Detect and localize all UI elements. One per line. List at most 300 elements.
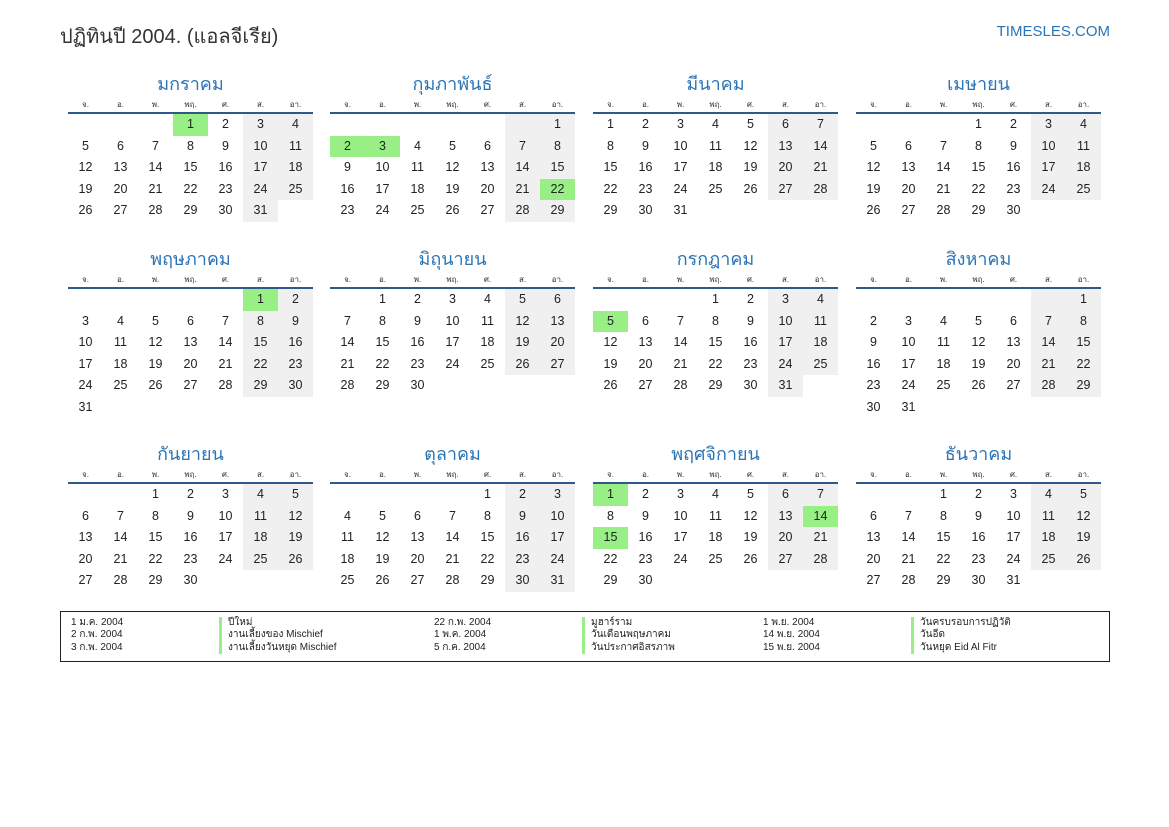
day-cell: 14: [148, 160, 163, 175]
month-name: ธันวาคม: [944, 444, 1013, 464]
day-cell: 22: [375, 356, 390, 371]
day-cell: 22: [148, 551, 163, 566]
month-name: พฤษภาคม: [150, 249, 231, 269]
day-cell: 26: [743, 181, 758, 196]
day-cell: 5: [593, 311, 628, 333]
holiday-date: 22 ก.พ. 2004: [434, 617, 492, 628]
day-cell: 12: [743, 508, 758, 523]
weekday-label: จ.: [344, 275, 351, 284]
empty-cell: [68, 289, 103, 311]
weekday-label: จ.: [607, 275, 614, 284]
weekday-header: [68, 468, 313, 484]
day-cell: 9: [747, 313, 754, 328]
day-cell: 2: [187, 487, 194, 501]
day-grid: [593, 484, 838, 592]
day-cell: 13: [901, 160, 916, 175]
day-cell: 31: [901, 399, 916, 414]
weekday-header: [68, 273, 313, 289]
month-calendar: [593, 442, 838, 592]
weekday-label: จ.: [82, 100, 89, 109]
day-cell: 10: [673, 138, 688, 153]
weekday-label: ส.: [781, 470, 790, 479]
day-cell: 7: [222, 313, 229, 328]
day-cell: 3: [82, 313, 89, 328]
weekday-label: จ.: [607, 470, 614, 479]
empty-cell: [173, 289, 208, 311]
day-cell: 19: [278, 527, 313, 549]
day-cell: 6: [768, 484, 803, 506]
day-cell: 7: [117, 508, 124, 523]
empty-cell: [891, 114, 926, 136]
day-cell: 18: [480, 335, 495, 350]
weekday-label: ส.: [1044, 100, 1053, 109]
day-cell: 20: [410, 551, 425, 566]
day-grid: [330, 484, 575, 592]
day-cell: 26: [78, 203, 93, 218]
holiday-date: 2 ก.พ. 2004: [71, 629, 123, 641]
weekday-header: [856, 468, 1101, 484]
empty-cell: [1066, 397, 1101, 419]
day-cell: 1: [1066, 289, 1101, 311]
day-cell: 11: [278, 136, 313, 158]
day-cell: 3: [905, 313, 912, 328]
weekday-label: ศ.: [746, 275, 755, 284]
day-cell: 6: [117, 138, 124, 153]
weekday-label: ส.: [1044, 470, 1053, 479]
day-cell: 12: [971, 335, 986, 350]
day-cell: 19: [1066, 527, 1101, 549]
month-name: เมษายน: [947, 74, 1010, 94]
day-cell: 20: [768, 157, 803, 179]
day-cell: 17: [1006, 530, 1021, 545]
day-cell: 21: [505, 179, 540, 201]
day-cell: 6: [540, 289, 575, 311]
day-cell: 21: [113, 551, 128, 566]
day-cell: 21: [803, 157, 838, 179]
holiday-name: งานเลี้ยงวันหยุด Mischief: [219, 642, 336, 654]
day-cell: 2: [222, 117, 229, 131]
day-cell: 28: [803, 549, 838, 571]
site-link[interactable]: TIMESLES.COM: [996, 23, 1110, 40]
day-cell: 30: [638, 573, 653, 588]
day-cell: 16: [638, 530, 653, 545]
day-cell: 22: [183, 181, 198, 196]
weekday-label: ศ.: [221, 275, 230, 284]
day-cell: 19: [375, 551, 390, 566]
day-cell: 7: [344, 313, 351, 328]
weekday-label: พฤ.: [972, 100, 985, 109]
day-cell: 4: [1066, 114, 1101, 136]
day-cell: 26: [445, 203, 460, 218]
day-cell: 19: [78, 181, 93, 196]
legend-entry: [434, 617, 675, 629]
day-cell: 10: [375, 160, 390, 175]
day-cell: 25: [480, 356, 495, 371]
day-cell: 15: [971, 160, 986, 175]
weekday-label: พฤ.: [446, 275, 459, 284]
empty-cell: [768, 200, 803, 222]
empty-cell: [103, 397, 138, 419]
weekday-label: พฤ.: [184, 275, 197, 284]
empty-cell: [103, 289, 138, 311]
empty-cell: [365, 484, 400, 506]
day-cell: 15: [148, 530, 163, 545]
day-cell: 29: [183, 203, 198, 218]
day-cell: 9: [344, 160, 351, 175]
day-cell: 21: [1031, 354, 1066, 376]
month-name: กุมภาพันธ์: [412, 74, 493, 94]
day-cell: 2: [642, 117, 649, 131]
weekday-label: อา.: [551, 100, 564, 109]
day-cell: 24: [243, 179, 278, 201]
day-cell: 16: [278, 332, 313, 354]
day-cell: 8: [484, 508, 491, 523]
day-cell: 27: [638, 378, 653, 393]
weekday-label: อา.: [1077, 470, 1090, 479]
day-cell: 5: [278, 484, 313, 506]
day-cell: 17: [243, 157, 278, 179]
day-cell: 28: [340, 378, 355, 393]
day-cell: 28: [1031, 375, 1066, 397]
day-cell: 28: [673, 378, 688, 393]
day-cell: 5: [1066, 484, 1101, 506]
weekday-label: พฤ.: [709, 100, 722, 109]
day-cell: 26: [375, 573, 390, 588]
day-cell: 9: [414, 313, 421, 328]
month-name: กันยายน: [157, 444, 224, 464]
day-cell: 24: [768, 354, 803, 376]
empty-cell: [926, 289, 961, 311]
weekday-label: ศ.: [483, 275, 492, 284]
day-cell: 7: [803, 114, 838, 136]
day-cell: 30: [866, 399, 881, 414]
day-cell: 5: [975, 313, 982, 328]
empty-cell: [505, 114, 540, 136]
day-cell: 14: [113, 530, 128, 545]
day-cell: 12: [603, 335, 618, 350]
day-cell: 13: [768, 136, 803, 158]
weekday-label: ศ.: [1009, 100, 1018, 109]
day-cell: 10: [445, 313, 460, 328]
day-cell: 10: [218, 508, 233, 523]
day-cell: 18: [410, 181, 425, 196]
day-cell: 5: [747, 487, 754, 501]
day-cell: 27: [480, 203, 495, 218]
weekday-label: พ.: [413, 100, 422, 109]
day-cell: 6: [484, 138, 491, 153]
day-cell: 14: [803, 506, 838, 528]
empty-cell: [470, 375, 505, 397]
day-cell: 29: [708, 378, 723, 393]
weekday-label: อ.: [641, 275, 650, 284]
weekday-label: พ.: [151, 275, 160, 284]
holiday-date: 15 พ.ย. 2004: [763, 641, 820, 653]
day-cell: 25: [1031, 549, 1066, 571]
empty-cell: [138, 397, 173, 419]
day-cell: 10: [901, 335, 916, 350]
day-grid: [68, 484, 313, 592]
empty-cell: [1031, 289, 1066, 311]
holiday-date: 1 ม.ค. 2004: [71, 617, 124, 628]
day-cell: 15: [375, 335, 390, 350]
day-cell: 3: [449, 292, 456, 306]
day-grid: [330, 289, 575, 397]
weekday-label: อา.: [1077, 275, 1090, 284]
empty-cell: [663, 570, 698, 592]
day-cell: 23: [278, 354, 313, 376]
day-cell: 30: [743, 378, 758, 393]
weekday-label: พฤ.: [184, 100, 197, 109]
weekday-label: ส.: [518, 470, 527, 479]
day-cell: 29: [480, 573, 495, 588]
day-grid: [856, 484, 1101, 592]
day-cell: 1: [940, 487, 947, 501]
day-cell: 22: [603, 181, 618, 196]
day-cell: 17: [673, 530, 688, 545]
day-cell: 4: [278, 114, 313, 136]
empty-cell: [208, 397, 243, 419]
day-cell: 30: [638, 203, 653, 218]
day-cell: 12: [278, 506, 313, 528]
day-cell: 18: [803, 332, 838, 354]
day-cell: 2: [330, 136, 365, 158]
empty-cell: [470, 114, 505, 136]
day-cell: 13: [480, 160, 495, 175]
day-cell: 17: [218, 530, 233, 545]
weekday-label: ศ.: [483, 100, 492, 109]
legend-column: [434, 617, 675, 654]
day-cell: 21: [803, 527, 838, 549]
weekday-header: [593, 468, 838, 484]
empty-cell: [856, 484, 891, 506]
empty-cell: [803, 200, 838, 222]
legend-entry: [763, 617, 1011, 629]
weekday-label: ส.: [518, 100, 527, 109]
day-cell: 15: [540, 157, 575, 179]
empty-cell: [330, 114, 365, 136]
day-cell: 14: [1031, 332, 1066, 354]
day-cell: 20: [183, 356, 198, 371]
day-cell: 23: [971, 551, 986, 566]
day-cell: 9: [505, 506, 540, 528]
day-cell: 17: [445, 335, 460, 350]
day-cell: 14: [340, 335, 355, 350]
month-calendar: [856, 72, 1101, 222]
day-cell: 5: [152, 313, 159, 328]
day-cell: 2: [642, 487, 649, 501]
day-cell: 4: [414, 138, 421, 153]
day-cell: 27: [183, 378, 198, 393]
day-cell: 22: [708, 356, 723, 371]
legend-entry: [763, 642, 1011, 654]
day-cell: 29: [603, 573, 618, 588]
weekday-header: [856, 273, 1101, 289]
day-cell: 1: [712, 292, 719, 306]
month-calendar: [330, 72, 575, 222]
day-cell: 17: [673, 160, 688, 175]
weekday-label: พฤ.: [972, 275, 985, 284]
weekday-label: พฤ.: [709, 275, 722, 284]
weekday-label: พ.: [939, 275, 948, 284]
day-cell: 31: [673, 203, 688, 218]
empty-cell: [208, 570, 243, 592]
day-cell: 25: [1066, 179, 1101, 201]
holiday-name: มูฮาร์ราม: [582, 617, 632, 629]
day-cell: 19: [505, 332, 540, 354]
day-cell: 20: [480, 181, 495, 196]
day-cell: 27: [78, 573, 93, 588]
empty-cell: [856, 114, 891, 136]
empty-cell: [435, 484, 470, 506]
weekday-header: [330, 468, 575, 484]
holiday-date: 3 ก.พ. 2004: [71, 641, 123, 653]
day-cell: 29: [1066, 375, 1101, 397]
day-cell: 10: [243, 136, 278, 158]
day-cell: 10: [768, 311, 803, 333]
day-cell: 1: [152, 487, 159, 501]
day-cell: 27: [113, 203, 128, 218]
day-cell: 20: [768, 527, 803, 549]
day-cell: 23: [1006, 181, 1021, 196]
day-cell: 1: [173, 114, 208, 136]
day-cell: 2: [747, 292, 754, 306]
weekday-label: อ.: [116, 470, 125, 479]
day-cell: 20: [78, 551, 93, 566]
day-cell: 25: [803, 354, 838, 376]
day-cell: 25: [708, 551, 723, 566]
day-cell: 30: [1006, 203, 1021, 218]
weekday-label: อ.: [378, 100, 387, 109]
day-cell: 3: [540, 484, 575, 506]
month-calendar: [330, 247, 575, 397]
empty-cell: [138, 289, 173, 311]
day-cell: 31: [78, 399, 93, 414]
day-cell: 22: [480, 551, 495, 566]
weekday-label: พ.: [939, 100, 948, 109]
empty-cell: [996, 397, 1031, 419]
weekday-label: อา.: [814, 275, 827, 284]
empty-cell: [733, 200, 768, 222]
day-grid: [593, 289, 838, 397]
weekday-label: ศ.: [746, 470, 755, 479]
empty-cell: [400, 484, 435, 506]
day-cell: 9: [187, 508, 194, 523]
day-cell: 7: [803, 484, 838, 506]
day-cell: 9: [975, 508, 982, 523]
day-cell: 4: [712, 487, 719, 501]
weekday-header: [68, 98, 313, 114]
day-grid: [593, 114, 838, 222]
day-cell: 5: [505, 289, 540, 311]
day-cell: 8: [152, 508, 159, 523]
day-cell: 25: [410, 203, 425, 218]
day-cell: 29: [375, 378, 390, 393]
day-cell: 12: [375, 530, 390, 545]
weekday-label: พ.: [676, 470, 685, 479]
empty-cell: [593, 289, 628, 311]
day-cell: 10: [540, 506, 575, 528]
weekday-label: จ.: [344, 100, 351, 109]
day-cell: 23: [183, 551, 198, 566]
empty-cell: [365, 114, 400, 136]
day-grid: [68, 289, 313, 419]
weekday-label: อ.: [116, 275, 125, 284]
day-cell: 16: [218, 160, 233, 175]
day-cell: 14: [218, 335, 233, 350]
weekday-label: พ.: [676, 275, 685, 284]
day-cell: 17: [901, 356, 916, 371]
weekday-label: จ.: [344, 470, 351, 479]
day-cell: 7: [152, 138, 159, 153]
day-cell: 25: [113, 378, 128, 393]
empty-cell: [961, 397, 996, 419]
day-cell: 8: [607, 138, 614, 153]
month-name: มกราคม: [157, 74, 224, 94]
month-calendar: [68, 442, 313, 592]
day-cell: 9: [642, 138, 649, 153]
holiday-date: 1 พ.ค. 2004: [434, 629, 487, 641]
day-cell: 3: [1031, 114, 1066, 136]
holiday-name: ปีใหม่: [219, 617, 252, 629]
day-cell: 15: [708, 335, 723, 350]
weekday-label: ส.: [781, 275, 790, 284]
day-cell: 3: [222, 487, 229, 501]
day-cell: 4: [117, 313, 124, 328]
empty-cell: [856, 289, 891, 311]
day-cell: 7: [905, 508, 912, 523]
weekday-label: ส.: [256, 100, 265, 109]
day-cell: 12: [148, 335, 163, 350]
day-cell: 26: [603, 378, 618, 393]
weekday-label: อ.: [116, 100, 125, 109]
day-cell: 10: [78, 335, 93, 350]
day-cell: 19: [743, 160, 758, 175]
day-cell: 4: [803, 289, 838, 311]
weekday-label: อ.: [904, 100, 913, 109]
empty-cell: [891, 484, 926, 506]
day-cell: 8: [243, 311, 278, 333]
day-cell: 23: [638, 551, 653, 566]
day-cell: 7: [677, 313, 684, 328]
weekday-label: อ.: [378, 275, 387, 284]
day-cell: 8: [975, 138, 982, 153]
weekday-label: ส.: [781, 100, 790, 109]
empty-cell: [1031, 570, 1066, 592]
day-cell: 11: [481, 313, 494, 328]
page-title: ปฏิทินปี 2004. (แอลจีเรีย): [60, 26, 279, 48]
day-cell: 11: [1066, 136, 1101, 158]
day-cell: 19: [148, 356, 163, 371]
empty-cell: [803, 570, 838, 592]
day-cell: 30: [278, 375, 313, 397]
day-cell: 13: [183, 335, 198, 350]
empty-cell: [698, 570, 733, 592]
day-cell: 29: [540, 200, 575, 222]
month-name: ตุลาคม: [424, 444, 481, 464]
empty-cell: [173, 397, 208, 419]
day-cell: 11: [243, 506, 278, 528]
day-cell: 28: [936, 203, 951, 218]
legend-entry: [71, 642, 336, 654]
day-grid: [68, 114, 313, 222]
weekday-label: พ.: [939, 470, 948, 479]
day-cell: 1: [540, 114, 575, 136]
day-cell: 4: [940, 313, 947, 328]
day-cell: 4: [484, 292, 491, 306]
day-cell: 9: [278, 311, 313, 333]
legend-column: [763, 617, 1011, 654]
weekday-label: พ.: [676, 100, 685, 109]
